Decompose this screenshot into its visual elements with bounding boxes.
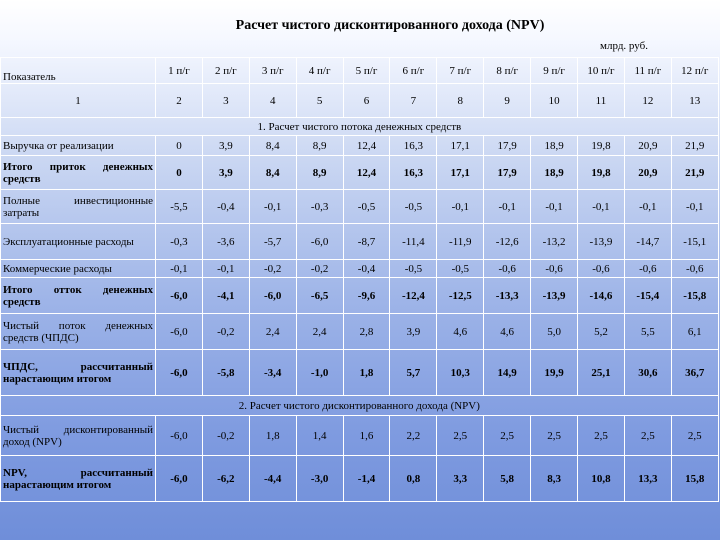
table-cell: -13,3 — [484, 278, 531, 314]
table-cell: -0,6 — [531, 260, 578, 278]
table-row — [1, 260, 719, 278]
table-cell: -6,0 — [156, 456, 203, 502]
table-cell: -15,1 — [671, 224, 718, 260]
table-cell: -6,0 — [156, 278, 203, 314]
column-number: 11 — [578, 84, 625, 118]
table-cell: 3,9 — [202, 136, 249, 156]
table-cell: 12,4 — [343, 156, 390, 190]
table-cell: 3,3 — [437, 456, 484, 502]
table-cell: 25,1 — [578, 350, 625, 396]
year-header: 10 п/г — [578, 58, 625, 84]
table-cell: 2,2 — [390, 416, 437, 456]
column-number: 7 — [390, 84, 437, 118]
table-cell: 17,1 — [437, 156, 484, 190]
table-cell: 3,9 — [390, 314, 437, 350]
table-cell: 1,8 — [343, 350, 390, 396]
section-title: 1. Расчет чистого потока денежных средств — [1, 118, 719, 136]
table-cell: -4,1 — [202, 278, 249, 314]
table-cell: -0,5 — [343, 190, 390, 224]
table-cell: 2,5 — [624, 416, 671, 456]
table-cell: -0,2 — [249, 260, 296, 278]
table-cell: 20,9 — [624, 156, 671, 190]
table-cell: 21,9 — [671, 136, 718, 156]
row-label: Выручка от реализации — [1, 136, 156, 156]
table-cell: -6,0 — [156, 314, 203, 350]
row-label: Итого приток денежных средств — [1, 156, 156, 190]
year-header: 12 п/г — [671, 58, 718, 84]
table-cell: -13,2 — [531, 224, 578, 260]
row-label: Полные инвестиционные затраты — [1, 190, 156, 224]
table-cell: -6,0 — [296, 224, 343, 260]
table-cell: -0,3 — [296, 190, 343, 224]
table-cell: -13,9 — [531, 278, 578, 314]
year-header: 7 п/г — [437, 58, 484, 84]
row-label: Коммерческие расходы — [1, 260, 156, 278]
year-header: 8 п/г — [484, 58, 531, 84]
column-number: 6 — [343, 84, 390, 118]
table-cell: 8,4 — [249, 156, 296, 190]
table-cell: 1,8 — [249, 416, 296, 456]
year-header: 1 п/г — [156, 58, 203, 84]
table-cell: -5,5 — [156, 190, 203, 224]
table-cell: -0,1 — [578, 190, 625, 224]
table-cell: 2,8 — [343, 314, 390, 350]
table-cell: -4,4 — [249, 456, 296, 502]
table-row — [1, 456, 719, 502]
column-number: 4 — [249, 84, 296, 118]
table-cell: 17,9 — [484, 156, 531, 190]
table-cell: -14,6 — [578, 278, 625, 314]
table-cell: 2,5 — [578, 416, 625, 456]
table-cell: 2,5 — [437, 416, 484, 456]
table-row — [1, 224, 719, 260]
table-cell: -5,8 — [202, 350, 249, 396]
table-cell: -1,0 — [296, 350, 343, 396]
table-cell: -0,2 — [202, 416, 249, 456]
table-cell: 2,5 — [671, 416, 718, 456]
table-cell: -11,4 — [390, 224, 437, 260]
table-cell: -0,5 — [390, 260, 437, 278]
table-cell: 8,9 — [296, 136, 343, 156]
table-cell: -0,1 — [671, 190, 718, 224]
table-cell: -11,9 — [437, 224, 484, 260]
column-number: 2 — [156, 84, 203, 118]
table-cell: 20,9 — [624, 136, 671, 156]
table-cell: -14,7 — [624, 224, 671, 260]
table-cell: 5,0 — [531, 314, 578, 350]
table-cell: 17,1 — [437, 136, 484, 156]
indicator-header: Показатель — [1, 58, 156, 84]
table-cell: -0,2 — [296, 260, 343, 278]
table-cell: 21,9 — [671, 156, 718, 190]
table-cell: 19,8 — [578, 156, 625, 190]
column-number: 5 — [296, 84, 343, 118]
year-header: 3 п/г — [249, 58, 296, 84]
table-cell: -12,5 — [437, 278, 484, 314]
table-cell: -0,2 — [202, 314, 249, 350]
npv-table — [0, 57, 719, 502]
table-cell: -6,5 — [296, 278, 343, 314]
table-cell: 5,8 — [484, 456, 531, 502]
table-cell: -5,7 — [249, 224, 296, 260]
table-row — [1, 416, 719, 456]
table-cell: 3,9 — [202, 156, 249, 190]
table-cell: -15,4 — [624, 278, 671, 314]
table-cell: 10,3 — [437, 350, 484, 396]
table-cell: 1,4 — [296, 416, 343, 456]
table-cell: -0,4 — [202, 190, 249, 224]
table-cell: 1,6 — [343, 416, 390, 456]
table-cell: -9,6 — [343, 278, 390, 314]
table-cell: 10,8 — [578, 456, 625, 502]
table-cell: 12,4 — [343, 136, 390, 156]
year-header: 11 п/г — [624, 58, 671, 84]
page-title: Расчет чистого дисконтированного дохода (NPV) — [235, 18, 545, 33]
row-label: Чистый дисконтированный доход (NPV) — [1, 416, 156, 456]
table-cell: -1,4 — [343, 456, 390, 502]
table-cell: 5,7 — [390, 350, 437, 396]
table-row — [1, 278, 719, 314]
table-cell: -13,9 — [578, 224, 625, 260]
table-row — [1, 190, 719, 224]
table-cell: 36,7 — [671, 350, 718, 396]
year-header: 5 п/г — [343, 58, 390, 84]
units-label: млрд. руб. — [600, 40, 648, 52]
table-cell: 14,9 — [484, 350, 531, 396]
table-cell: 2,5 — [484, 416, 531, 456]
table-cell: 19,8 — [578, 136, 625, 156]
table-cell: -6,0 — [249, 278, 296, 314]
table-cell: -6,0 — [156, 350, 203, 396]
table-cell: -0,5 — [437, 260, 484, 278]
table-row — [1, 350, 719, 396]
row-label: ЧПДС, рассчитанный нарастающим итогом — [1, 350, 156, 396]
table-cell: 19,9 — [531, 350, 578, 396]
table-cell: -0,1 — [624, 190, 671, 224]
year-header: 6 п/г — [390, 58, 437, 84]
column-number: 10 — [531, 84, 578, 118]
table-cell: 0,8 — [390, 456, 437, 502]
table-cell: 2,4 — [249, 314, 296, 350]
table-cell: 0 — [156, 156, 203, 190]
table-cell: 17,9 — [484, 136, 531, 156]
table-cell: 5,2 — [578, 314, 625, 350]
table-cell: -6,0 — [156, 416, 203, 456]
table-cell: -0,6 — [578, 260, 625, 278]
table-cell: -3,4 — [249, 350, 296, 396]
table-cell: -0,6 — [671, 260, 718, 278]
column-number: 13 — [671, 84, 718, 118]
table-cell: 8,4 — [249, 136, 296, 156]
table-cell: 0 — [156, 136, 203, 156]
table-cell: -0,3 — [156, 224, 203, 260]
table-cell: -0,6 — [484, 260, 531, 278]
table-cell: 30,6 — [624, 350, 671, 396]
row-label: Итого отток денежных средств — [1, 278, 156, 314]
table-cell: -0,5 — [390, 190, 437, 224]
table-cell: -0,1 — [437, 190, 484, 224]
table-row — [1, 314, 719, 350]
table-cell: 5,5 — [624, 314, 671, 350]
year-header: 4 п/г — [296, 58, 343, 84]
column-number: 12 — [624, 84, 671, 118]
table-cell: -0,1 — [249, 190, 296, 224]
table-cell: -0,1 — [484, 190, 531, 224]
table-cell: 16,3 — [390, 156, 437, 190]
column-number: 9 — [484, 84, 531, 118]
table-cell: -15,8 — [671, 278, 718, 314]
table-cell: 18,9 — [531, 136, 578, 156]
table-cell: 18,9 — [531, 156, 578, 190]
table-cell: -12,6 — [484, 224, 531, 260]
table-cell: 4,6 — [437, 314, 484, 350]
table-cell: -0,6 — [624, 260, 671, 278]
row-label: NPV, рассчитанный нарастающим итогом — [1, 456, 156, 502]
table-cell: 15,8 — [671, 456, 718, 502]
section-title: 2. Расчет чистого дисконтированного дохода (NPV) — [1, 396, 719, 416]
table-cell: 2,5 — [531, 416, 578, 456]
table-cell: 8,3 — [531, 456, 578, 502]
year-header: 9 п/г — [531, 58, 578, 84]
table-cell: 4,6 — [484, 314, 531, 350]
table-cell: -3,6 — [202, 224, 249, 260]
table-row — [1, 156, 719, 190]
table-cell: 2,4 — [296, 314, 343, 350]
table-cell: -0,1 — [156, 260, 203, 278]
column-number: 8 — [437, 84, 484, 118]
table-cell: 13,3 — [624, 456, 671, 502]
table-cell: 6,1 — [671, 314, 718, 350]
table-row — [1, 136, 719, 156]
table-cell: -3,0 — [296, 456, 343, 502]
table-cell: -8,7 — [343, 224, 390, 260]
table-cell: -0,1 — [531, 190, 578, 224]
year-header: 2 п/г — [202, 58, 249, 84]
row-label: Чистый поток денежных средств (ЧПДС) — [1, 314, 156, 350]
table-cell: -0,1 — [202, 260, 249, 278]
column-number: 3 — [202, 84, 249, 118]
row-label: Эксплуатационные расходы — [1, 224, 156, 260]
table-cell: -0,4 — [343, 260, 390, 278]
table-cell: 16,3 — [390, 136, 437, 156]
table-cell: -12,4 — [390, 278, 437, 314]
column-number: 1 — [1, 84, 156, 118]
table-cell: -6,2 — [202, 456, 249, 502]
table-cell: 8,9 — [296, 156, 343, 190]
